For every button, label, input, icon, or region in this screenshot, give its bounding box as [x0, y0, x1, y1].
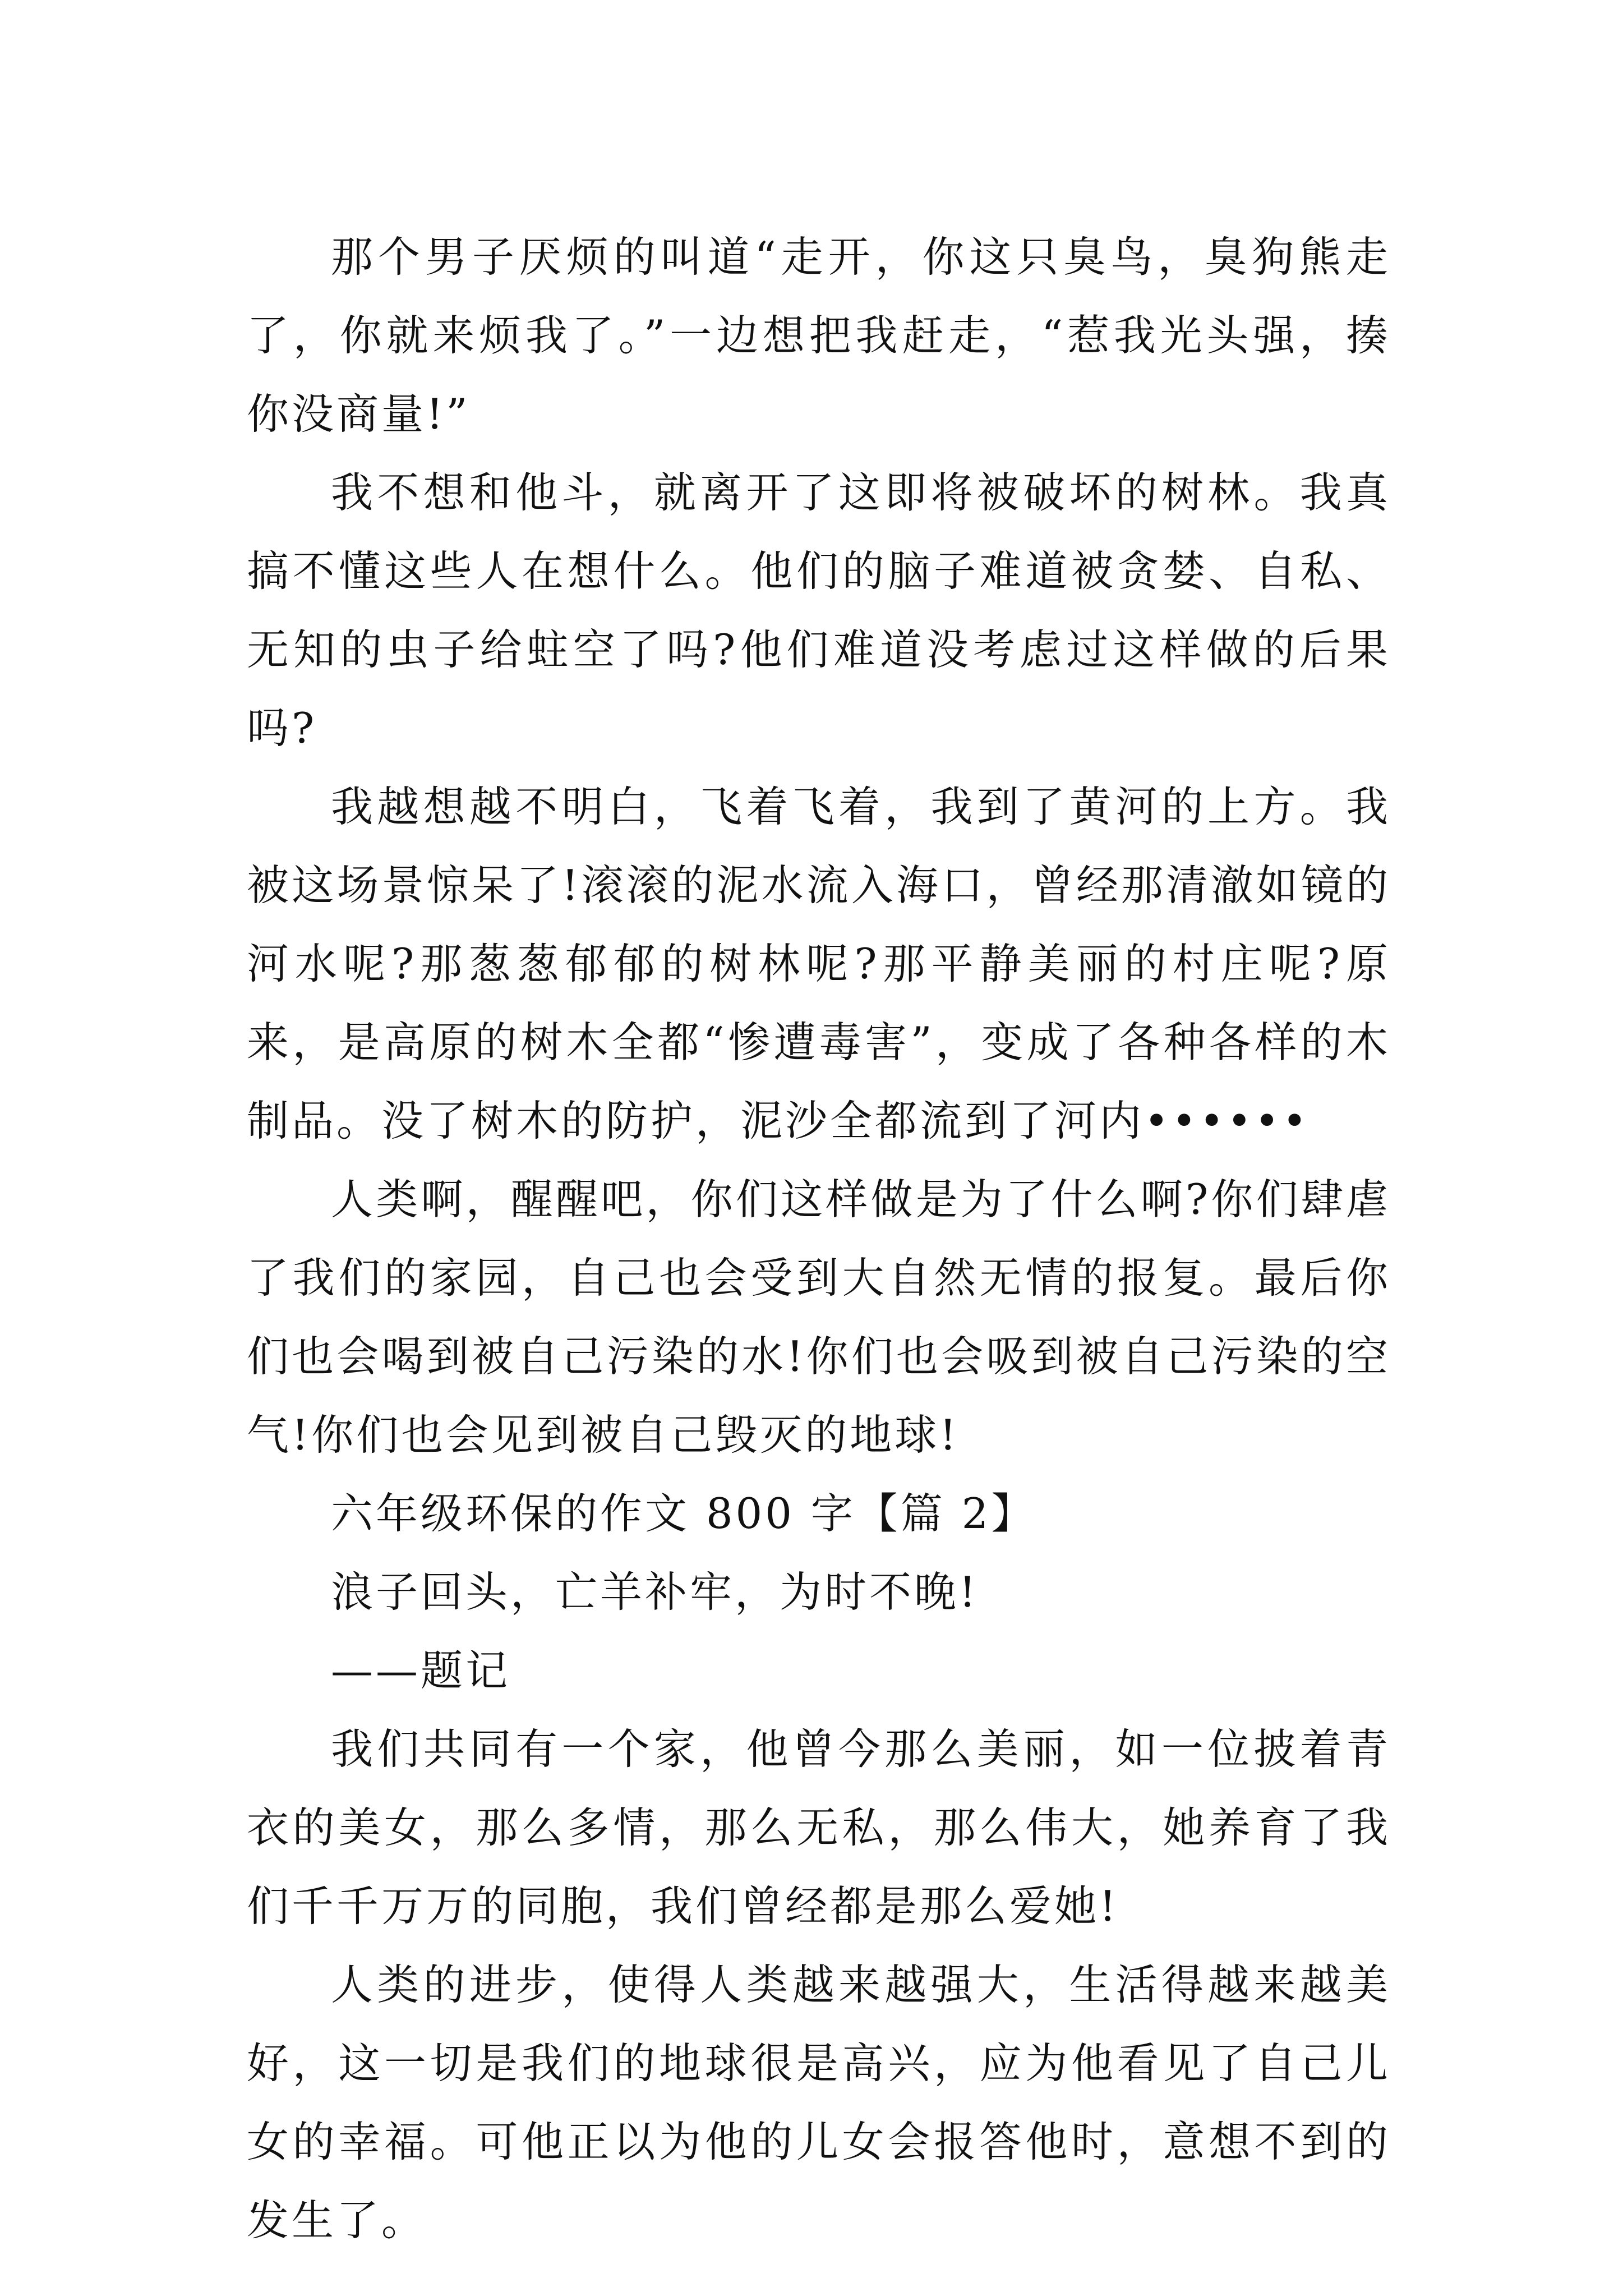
paragraph: 那个男子厌烦的叫道“走开，你这只臭鸟，臭狗熊走了，你就来烦我了。”一边想把我赶走，“惹我光头强，揍你没商量!”: [247, 232, 1391, 439]
paragraph: 我越想越不明白，飞着飞着，我到了黄河的上方。我被这场景惊呆了!滚滚的泥水流入海口，曾经那清澈如镜的河水呢?那葱葱郁郁的树林呢?那平静美丽的村庄呢?原来，是高原的树木全都“惨遭毒害”，变成了各种各样的木制品。没了树木的防护，泥沙全都流到了河内••••••: [247, 782, 1391, 1145]
document-body: [247, 218, 1391, 2260]
paragraph: 我们共同有一个家，他曾今那么美丽，如一位披着青衣的美女，那么多情，那么无私，那么伟大，她养育了我们千千万万的同胞，我们曾经都是那么爱她!: [247, 1724, 1391, 1931]
section-heading: 六年级环保的作文 800 字【篇 2】: [331, 1489, 1036, 1538]
epigraph: 浪子回头，亡羊补牢，为时不晚!: [331, 1567, 979, 1617]
paragraph: 我不想和他斗，就离开了这即将被破坏的树林。我真搞不懂这些人在想什么。他们的脑子难道被贪婪、自私、无知的虫子给蛀空了吗?他们难道没考虑过这样做的后果吗?: [247, 468, 1391, 753]
epigraph-attribution: ——题记: [331, 1646, 511, 1695]
paragraph: 人类的进步，使得人类越来越强大，生活得越来越美好，这一切是我们的地球很是高兴，应为他看见了自己儿女的幸福。可他正以为他的儿女会报答他时，意想不到的发生了。: [247, 1960, 1391, 2245]
paragraph: 人类啊，醒醒吧，你们这样做是为了什么啊?你们肆虐了我们的家园，自己也会受到大自然无情的报复。最后你们也会喝到被自己污染的水!你们也会吸到被自己污染的空气!你们也会见到被自己毁灭的地球!: [247, 1175, 1391, 1460]
